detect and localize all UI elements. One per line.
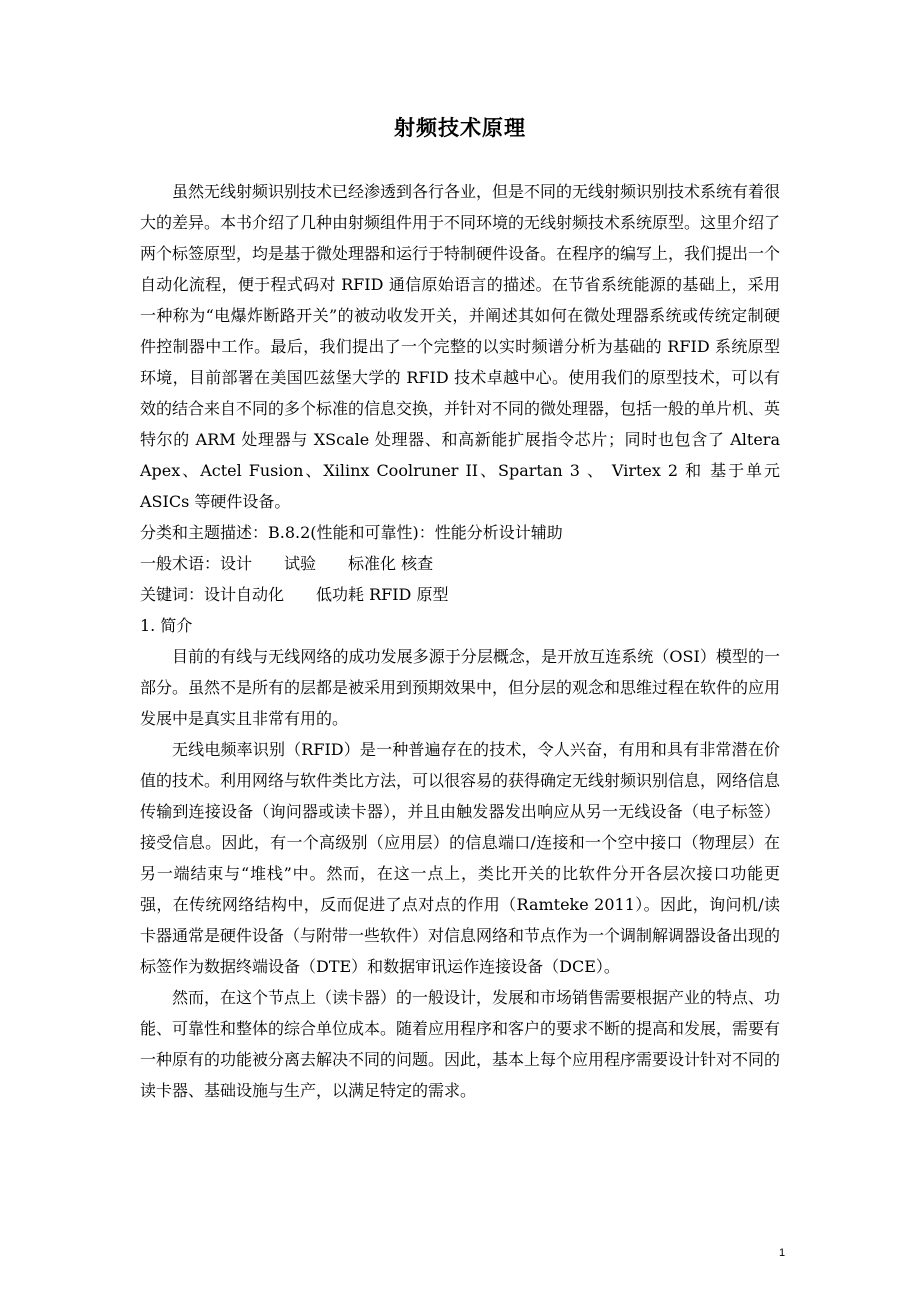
body-paragraph-1: 目前的有线与无线网络的成功发展多源于分层概念，是开放互连系统（OSI）模型的一部分。虽然不是所有的层都是被采用到预期效果中，但分层的观念和思维过程在软件的应用发展中是真实且非常有用的。	[140, 647, 781, 728]
section-heading: 1. 简介	[140, 616, 193, 635]
general-terms-line: 一般术语：设计 试验 标准化 核查	[140, 554, 434, 573]
body-paragraph-3: 然而，在这个节点上（读卡器）的一般设计，发展和市场销售需要根据产业的特点、功能、可靠性和整体的综合单位成本。随着应用程序和客户的要求不断的提高和发展，需要有一种原有的功能被分离去解决不同的问题。因此，基本上每个应用程序需要设计针对不同的读卡器、基础设施与生产，以满足特定的需求。	[140, 988, 781, 1100]
document-body	[140, 176, 780, 1106]
abstract-paragraph: 虽然无线射频识别技术已经渗透到各行各业，但是不同的无线射频识别技术系统有着很大的差异。本书介绍了几种由射频组件用于不同环境的无线射频技术系统原型。这里介绍了两个标签原型，均是基于微处理器和运行于特制硬件设备。在程序的编写上，我们提出一个自动化流程，便于程式码对 RFID 通信原始语言的描述。在节省系统能源的基础上，采用一种称为“电爆炸断路开关”的被动收发开关，并阐述其如何在微处理器系统或传统定制硬件控制器中工作。最后，我们提出了一个完整的以实时频谱分析为基础的 RFID 系统原型环境，目前部署在美国匹兹堡大学的 RFID 技术卓越中心。使用我们的原型技术，可以有效的结合来自不同的多个标准的信息交换，并针对不同的微处理器，包括一般的单片机、英特尔的 ARM 处理器与 XScale 处理器、和高新能扩展指令芯片；同时也包含了 Altera Apex、Actel Fusion、Xilinx Coolruner II、Spartan 3 、 Virtex 2 和 基于单元 ASICs 等硬件设备。	[140, 182, 781, 511]
page-number: 1	[778, 1247, 786, 1259]
page-title: 射频技术原理	[394, 116, 526, 140]
keywords-line: 关键词：设计自动化 低功耗 RFID 原型	[140, 585, 449, 604]
classification-line: 分类和主题描述：B.8.2(性能和可靠性)：性能分析设计辅助	[140, 523, 563, 542]
body-paragraph-2: 无线电频率识别（RFID）是一种普遍存在的技术，令人兴奋，有用和具有非常潜在价值的技术。利用网络与软件类比方法，可以很容易的获得确定无线射频识别信息，网络信息传输到连接设备（询问器或读卡器），并且由触发器发出响应从另一无线设备（电子标签）接受信息。因此，有一个高级别（应用层）的信息端口/连接和一个空中接口（物理层）在另一端结束与“堆栈”中。然而，在这一点上，类比开关的比软件分开各层次接口功能更强，在传统网络结构中，反而促进了点对点的作用（Ramteke 2011）。因此，询问机/读卡器通常是硬件设备（与附带一些软件）对信息网络和节点作为一个调制解调器设备出现的标签作为数据终端设备（DTE）和数据审讯运作连接设备（DCE）。	[140, 740, 781, 976]
